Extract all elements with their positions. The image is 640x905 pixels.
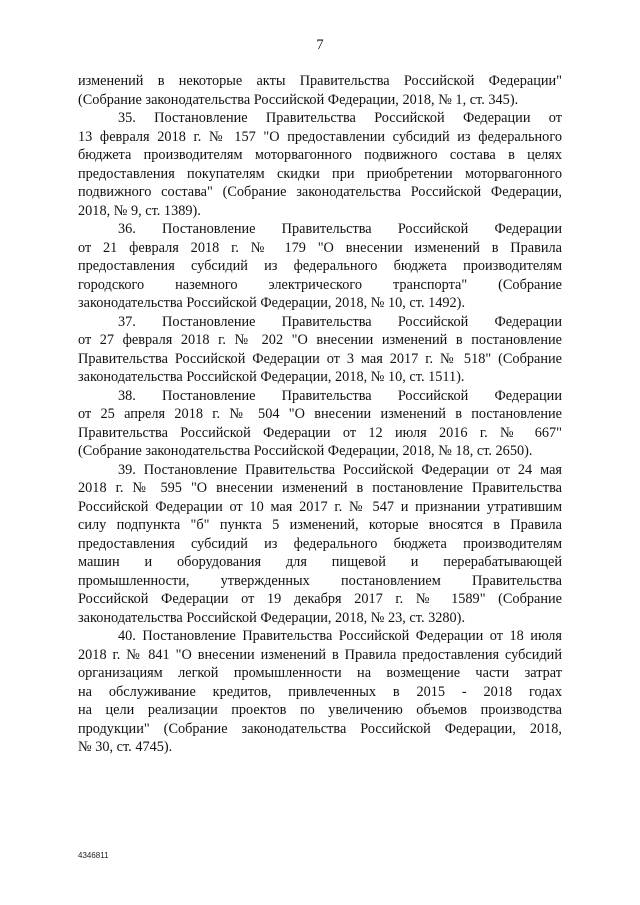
text-line: № 30, ст. 4745). (78, 739, 173, 755)
text-line: законодательства Российской Федерации, 2018, № 10, ст. 1492). (78, 295, 466, 311)
text-line: организациям легкой промышленности на возмещение части затрат (78, 665, 562, 681)
text-line: на обслуживание кредитов, привлеченных в 2015 - 2018 годах (78, 683, 562, 700)
text-line: от 27 февраля 2018 г. № 202 "О внесении изменений в постановление (78, 332, 562, 348)
text-line: 2018, № 9, ст. 1389). (78, 202, 201, 219)
text-line: от 21 февраля 2018 г. № 179 "О внесении изменений в Правила (78, 239, 562, 256)
text-line: Правительства Российской Федерации от 12 июля 2016 г. № 667" (78, 424, 562, 441)
text-line: 2018 г. № 841 "О внесении изменений в Правила предоставления субсидий (78, 646, 562, 663)
text-line: 37. Постановление Правительства Российской Федерации (118, 313, 562, 330)
text-line: силу подпункта "б" пункта 5 изменений, которые вносятся в Правила (78, 517, 562, 533)
text-line: законодательства Российской Федерации, 2018, № 23, ст. 3280). (78, 609, 466, 626)
text-line: городского наземного электрического транспорта" (Собрание (78, 276, 562, 293)
text-line: от 25 апреля 2018 г. № 504 "О внесении изменений в постановление (78, 406, 562, 422)
text-line: предоставления покупателям скидки при приобретении моторвагонного (78, 165, 562, 182)
text-line: Правительства Российской Федерации от 3 мая 2017 г. № 518" (Собрание (78, 350, 562, 367)
text-line: Российской Федерации от 10 мая 2017 г. № 547 и признании утратившим (78, 498, 562, 515)
text-line: предоставления субсидий из федерального бюджета производителям (78, 258, 562, 274)
text-line: 35. Постановление Правительства Российской Федерации от (118, 110, 562, 126)
text-line: законодательства Российской Федерации, 2018, № 10, ст. 1511). (78, 369, 465, 385)
text-line: 40. Постановление Правительства Российской Федерации от 18 июля (118, 628, 562, 644)
text-line: предоставления субсидий из федерального бюджета производителям (78, 535, 562, 552)
text-line: подвижного состава" (Собрание законодательства Российской Федерации, (78, 184, 562, 200)
text-line: (Собрание законодательства Российской Федерации, 2018, № 1, ст. 345). (78, 91, 519, 108)
text-line: промышленности, утвержденных постановлением Правительства (78, 572, 562, 589)
text-line: Российской Федерации от 19 декабря 2017 г. № 1589" (Собрание (78, 591, 562, 607)
text-line: 36. Постановление Правительства Российской Федерации (118, 221, 562, 237)
document-body (78, 72, 562, 757)
text-line: 2018 г. № 595 "О внесении изменений в постановление Правительства (78, 480, 562, 496)
text-line: 38. Постановление Правительства Российской Федерации (118, 387, 562, 404)
text-line: 39. Постановление Правительства Российской Федерации от 24 мая (118, 461, 562, 478)
text-line: 13 февраля 2018 г. № 157 "О предоставлении субсидий из федерального (78, 128, 562, 145)
text-line: (Собрание законодательства Российской Федерации, 2018, № 18, ст. 2650). (78, 443, 533, 459)
text-line: на цели реализации проектов по увеличению объемов производства (78, 702, 562, 718)
page-number: 7 (316, 37, 324, 53)
document-code: 4346811 (78, 851, 109, 860)
text-line: бюджета производителям моторвагонного подвижного состава в целях (78, 147, 562, 163)
text-line: продукции" (Собрание законодательства Российской Федерации, 2018, (78, 720, 562, 737)
text-line: машин и оборудования для пищевой и перерабатывающей (78, 554, 562, 570)
text-line: изменений в некоторые акты Правительства Российской Федерации" (78, 73, 562, 89)
